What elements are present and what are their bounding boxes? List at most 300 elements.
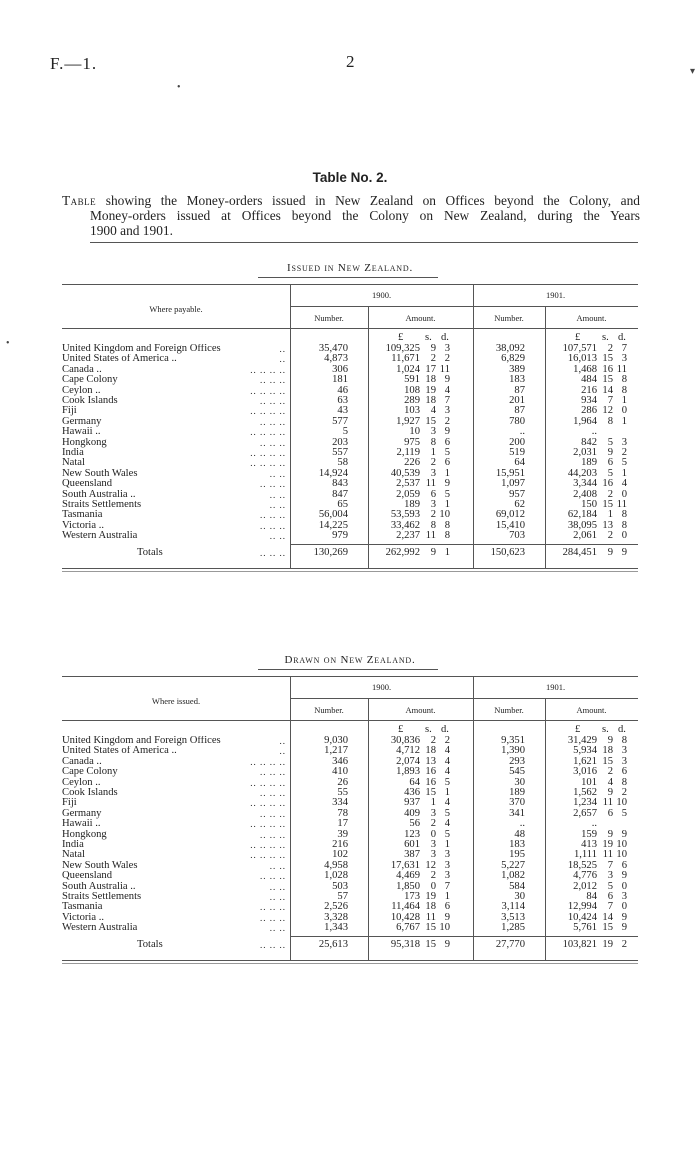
year-rule: [290, 698, 638, 699]
number-1900: 14,225: [318, 519, 348, 531]
pounds-1900: 436: [404, 787, 420, 798]
pounds-1901: 1,562: [573, 787, 597, 798]
caption-rule: [90, 242, 638, 243]
shillings-1900: 18: [425, 395, 436, 406]
pounds-1901: 2,061: [573, 530, 597, 542]
pounds-1901: 189: [581, 457, 597, 469]
shillings-1900: 15: [425, 922, 436, 934]
leader-dots: ..: [279, 344, 286, 354]
location-name: Victoria ..: [62, 520, 105, 531]
shillings-1901: 2: [607, 488, 613, 500]
shillings-1900: 12: [425, 859, 436, 871]
table-top-rule: [62, 676, 638, 677]
shillings-1900: 15: [425, 787, 436, 798]
pence-1901: 9: [621, 911, 627, 923]
pence-1900: 5: [444, 488, 450, 500]
leader-dots: .. ..: [269, 489, 286, 500]
total-number-1900: 25,613: [318, 938, 348, 950]
shillings-1901: 9: [607, 828, 613, 840]
shillings-1901: 15: [602, 922, 613, 934]
pounds-1900: 17,631: [390, 859, 420, 871]
total-pounds-1900: 95,318: [390, 938, 420, 950]
pence-1901: 9: [621, 870, 627, 882]
pounds-1900: 123: [404, 828, 420, 840]
shillings-1901: 14: [602, 911, 613, 923]
shillings-1901: 14: [602, 384, 613, 396]
shillings-1900: 19: [425, 384, 436, 396]
shillings-1900: 4: [430, 405, 436, 417]
caption-lead: Table: [62, 193, 97, 208]
shillings-1900: 2: [430, 353, 436, 365]
shillings-1901: 9: [607, 787, 613, 798]
number-1901: 15,951: [495, 467, 525, 479]
unit-s: s.: [425, 332, 432, 343]
leader-dots: .. ..: [269, 860, 286, 871]
table-bottom-rule-double: [62, 963, 638, 964]
number-1901: 183: [509, 374, 525, 386]
pounds-1900: 64: [409, 776, 420, 788]
year-rule: [290, 306, 638, 307]
unit-pound: £: [398, 724, 404, 735]
location-name: Germany: [62, 416, 102, 427]
total-number-1901: 150,623: [490, 546, 525, 558]
shillings-1900: 18: [425, 745, 436, 757]
pence-1901: 5: [621, 457, 627, 469]
shillings-1900: 17: [425, 363, 436, 375]
leader-dots: .. .. .. ..: [250, 427, 286, 438]
number-1901: 62: [514, 499, 525, 510]
pounds-1901: 84: [586, 891, 597, 902]
location-name: New South Wales: [62, 860, 138, 871]
pounds-1901: 413: [581, 839, 597, 850]
location-name: India: [62, 840, 84, 850]
amount-header-1900: Amount.: [405, 705, 436, 715]
number-1901: 3,513: [501, 911, 525, 923]
pounds-1901: 44,203: [567, 467, 597, 479]
location-name: United Kingdom and Foreign Offices: [62, 344, 221, 354]
shillings-1901: 15: [602, 374, 613, 386]
shillings-1901: 5: [607, 467, 613, 479]
pounds-1901: 3,016: [573, 766, 597, 778]
pounds-1901: 12,994: [567, 901, 597, 913]
number-header-1900: Number.: [314, 705, 344, 715]
pounds-1901: 107,571: [562, 343, 597, 354]
pence-1901: 10: [616, 797, 627, 809]
total-shillings-1901: 19: [602, 938, 613, 950]
location-name: Hongkong: [62, 437, 107, 448]
number-1901: ..: [519, 818, 525, 830]
location-name: Tasmania: [62, 902, 103, 913]
totals-label: Totals: [137, 547, 163, 558]
leader-dots: .. .. ..: [260, 396, 286, 406]
pounds-1900: 591: [404, 374, 420, 386]
pence-1900: 9: [444, 478, 450, 490]
shillings-1901: 16: [602, 363, 613, 375]
pence-1901: 5: [621, 807, 627, 819]
unit-d: d.: [618, 332, 626, 343]
leader-dots: .. .. ..: [260, 871, 286, 882]
leader-dots: .. ..: [269, 923, 286, 934]
pence-1900: 3: [444, 849, 450, 861]
pence-1900: 6: [444, 457, 450, 469]
unit-s: s.: [425, 724, 432, 735]
pence-1901: 8: [621, 735, 627, 746]
pence-1900: 5: [444, 776, 450, 788]
number-1900: 78: [337, 807, 348, 819]
pounds-1900: 1,893: [396, 766, 420, 778]
location-name: Fiji: [62, 798, 77, 809]
pence-1901: 8: [621, 776, 627, 788]
number-1900: 5: [342, 426, 348, 438]
location-name: Canada ..: [62, 756, 102, 767]
pence-1900: 1: [444, 467, 450, 479]
leader-dots: .. ..: [269, 892, 286, 902]
unit-d: d.: [441, 332, 449, 343]
table-bottom-rule: [62, 960, 638, 961]
number-1900: 334: [332, 797, 348, 809]
caption-line-1: showing the Money-orders issued in New Zealand on Offices beyond the Colony, and: [96, 193, 640, 208]
shillings-1901: 3: [607, 870, 613, 882]
shillings-1901: 16: [602, 478, 613, 490]
number-1900: 14,924: [318, 467, 348, 479]
pounds-1900: 11,464: [391, 901, 420, 913]
pence-1900: 4: [444, 797, 450, 809]
pounds-1900: 975: [404, 436, 420, 448]
shillings-1900: 16: [425, 776, 436, 788]
pounds-1900: 11,671: [391, 353, 420, 365]
pence-1900: 9: [444, 426, 450, 438]
pounds-1901: 4,776: [573, 870, 597, 882]
number-1901: 519: [509, 447, 525, 458]
number-1901: 9,351: [501, 735, 525, 746]
pounds-1901: 101: [581, 776, 597, 788]
location-name: Ceylon ..: [62, 777, 101, 788]
total-shillings-1901: 9: [607, 546, 613, 558]
shillings-1901: 5: [607, 880, 613, 892]
total-pence-1901: 9: [621, 546, 627, 558]
leader-dots: .. ..: [269, 468, 286, 479]
year-1901-header: 1901.: [545, 682, 566, 692]
number-1901: 38,092: [495, 343, 525, 354]
number-1900: 4,958: [324, 859, 348, 871]
pence-1900: 3: [444, 343, 450, 354]
pounds-1901: ..: [591, 426, 597, 438]
pence-1901: 8: [621, 519, 627, 531]
pence-1900: 9: [444, 911, 450, 923]
number-1900: 102: [332, 849, 348, 861]
number-1901: 15,410: [495, 519, 525, 531]
shillings-1901: 12: [602, 405, 613, 417]
pence-1901: 3: [621, 436, 627, 448]
number-1901: 30: [514, 776, 525, 788]
shillings-1901: 8: [607, 415, 613, 427]
pounds-1900: 56: [409, 818, 420, 830]
pence-1901: 9: [621, 828, 627, 840]
number-1900: 35,470: [318, 343, 348, 354]
shillings-1900: 3: [430, 467, 436, 479]
shillings-1900: 15: [425, 415, 436, 427]
pounds-1901: 2,012: [573, 880, 597, 892]
pence-1900: 11: [439, 363, 450, 375]
number-1900: 9,030: [324, 735, 348, 746]
pounds-1900: 409: [404, 807, 420, 819]
number-1900: 63: [337, 395, 348, 406]
shillings-1901: 11: [602, 849, 613, 861]
shillings-1900: 0: [430, 828, 436, 840]
number-1901: 3,114: [501, 901, 525, 913]
number-1900: 46: [337, 384, 348, 396]
pence-1901: 0: [621, 901, 627, 913]
pounds-1901: 1,621: [573, 755, 597, 767]
number-1901: 1,390: [501, 745, 525, 757]
leader-dots: .. .. .. ..: [250, 840, 286, 850]
shillings-1900: 1: [430, 447, 436, 458]
shillings-1901: 15: [602, 499, 613, 510]
pounds-1900: 1,927: [396, 415, 420, 427]
location-name: Queensland: [62, 479, 113, 490]
totals-label: Totals: [137, 939, 163, 950]
number-1900: 847: [332, 488, 348, 500]
leader-dots: .. .. .. ..: [250, 819, 286, 830]
shillings-1901: 15: [602, 353, 613, 365]
location-name: United Kingdom and Foreign Offices: [62, 736, 221, 746]
number-1901: 957: [509, 488, 525, 500]
shillings-1900: 0: [430, 880, 436, 892]
shillings-1901: 2: [607, 530, 613, 542]
shillings-1900: 18: [425, 374, 436, 386]
leader-dots: .. .. ..: [260, 829, 286, 840]
pence-1901: 3: [621, 353, 627, 365]
number-1901: 584: [509, 880, 525, 892]
shillings-1900: 18: [425, 901, 436, 913]
pounds-1901: 62,184: [567, 509, 597, 521]
number-1901: 195: [509, 849, 525, 861]
pounds-1900: 53,593: [390, 509, 420, 521]
amount-header-1901: Amount.: [576, 705, 607, 715]
location-name: Queensland: [62, 871, 113, 882]
leader-dots: .. .. .. ..: [250, 850, 286, 861]
location-name: South Australia ..: [62, 489, 136, 500]
speck-mark: ▾: [690, 66, 696, 77]
table-bottom-rule: [62, 568, 638, 569]
pence-1901: 10: [616, 849, 627, 861]
number-1901: ..: [519, 426, 525, 438]
pounds-1901: 5,934: [573, 745, 597, 757]
pounds-1901: 1,234: [573, 797, 597, 809]
caption-line-3: 1900 and 1901.: [90, 223, 173, 238]
pence-1900: 7: [444, 395, 450, 406]
shillings-1901: 19: [602, 839, 613, 850]
location-name: South Australia ..: [62, 881, 136, 892]
pence-1900: 3: [444, 870, 450, 882]
pence-1900: 5: [444, 447, 450, 458]
number-1901: 1,097: [501, 478, 525, 490]
shillings-1900: 2: [430, 870, 436, 882]
number-1901: 64: [514, 457, 525, 469]
pounds-1900: 6,767: [396, 922, 420, 934]
number-1900: 55: [337, 787, 348, 798]
where-column-header: Where issued.: [151, 696, 201, 706]
leader-dots: .. .. ..: [260, 902, 286, 913]
totals-rule: [290, 544, 638, 545]
location-name: Cook Islands: [62, 396, 118, 406]
location-name: Natal: [62, 458, 85, 469]
pounds-1901: 2,031: [573, 447, 597, 458]
number-1900: 843: [332, 478, 348, 490]
location-name: Cape Colony: [62, 767, 118, 778]
table-top-rule: [62, 284, 638, 285]
pence-1900: 10: [439, 922, 450, 934]
leader-dots: .. .. ..: [260, 416, 286, 427]
pence-1901: 2: [621, 787, 627, 798]
shillings-1900: 3: [430, 807, 436, 819]
leader-dots: .. .. .. ..: [250, 364, 286, 375]
location-name: India: [62, 448, 84, 458]
pence-1901: 0: [621, 880, 627, 892]
shillings-1900: 2: [430, 735, 436, 746]
shillings-1900: 2: [430, 818, 436, 830]
table-caption: [62, 193, 640, 238]
number-header-1900: Number.: [314, 313, 344, 323]
pounds-1901: 1,111: [573, 849, 597, 861]
location-name: Ceylon ..: [62, 385, 101, 396]
pence-1901: 6: [621, 766, 627, 778]
leader-dots: .. .. ..: [260, 912, 286, 923]
title-underline: [258, 277, 438, 278]
number-1900: 58: [337, 457, 348, 469]
total-number-1901: 27,770: [495, 938, 525, 950]
number-1900: 56,004: [318, 509, 348, 521]
pence-1901: 6: [621, 859, 627, 871]
pence-1900: 9: [444, 374, 450, 386]
pounds-1900: 387: [404, 849, 420, 861]
number-1901: 189: [509, 787, 525, 798]
number-1900: 65: [337, 499, 348, 510]
location-name: Hawaii ..: [62, 427, 101, 438]
number-1901: 389: [509, 363, 525, 375]
pence-1901: 1: [621, 395, 627, 406]
shillings-1901: 7: [607, 859, 613, 871]
pence-1901: 9: [621, 922, 627, 934]
section-title: Issued in New Zealand.: [286, 262, 414, 274]
shillings-1900: 11: [425, 478, 436, 490]
number-1900: 43: [337, 405, 348, 417]
leader-dots: .. .. ..: [260, 510, 286, 521]
leader-dots: .. .. ..: [260, 479, 286, 490]
section-title: Drawn on New Zealand.: [284, 654, 416, 666]
pence-1900: 1: [444, 787, 450, 798]
shillings-1901: 11: [602, 797, 613, 809]
pence-1900: 10: [439, 509, 450, 521]
header-bottom-rule: [62, 720, 638, 721]
total-pence-1900: 1: [444, 546, 450, 558]
shillings-1900: 11: [425, 530, 436, 542]
header-bottom-rule: [62, 328, 638, 329]
caption-line-2: Money-orders issued at Offices beyond the Colony on New Zealand, during the Years: [90, 208, 640, 223]
pounds-1901: 16,013: [567, 353, 597, 365]
number-1900: 557: [332, 447, 348, 458]
leader-dots: ..: [279, 354, 286, 365]
unit-d: d.: [441, 724, 449, 735]
pence-1900: 3: [444, 859, 450, 871]
pence-1900: 8: [444, 530, 450, 542]
speck-mark: •: [6, 338, 10, 349]
location-name: United States of America ..: [62, 746, 177, 757]
shillings-1900: 16: [425, 766, 436, 778]
title-underline: [258, 669, 438, 670]
number-1901: 87: [514, 405, 525, 417]
shillings-1901: 9: [607, 447, 613, 458]
leader-dots: .. ..: [269, 881, 286, 892]
shillings-1900: 8: [430, 436, 436, 448]
pence-1900: 4: [444, 384, 450, 396]
pounds-1900: 4,712: [396, 745, 420, 757]
location-name: Hawaii ..: [62, 819, 101, 830]
pounds-1900: 937: [404, 797, 420, 809]
unit-s: s.: [602, 332, 609, 343]
pence-1901: 0: [621, 488, 627, 500]
leader-dots: .. .. ..: [260, 520, 286, 531]
pounds-1900: 173: [404, 891, 420, 902]
shillings-1900: 13: [425, 755, 436, 767]
location-name: Canada ..: [62, 364, 102, 375]
pounds-1900: 2,237: [396, 530, 420, 542]
number-1900: 306: [332, 363, 348, 375]
shillings-1901: 7: [607, 395, 613, 406]
shillings-1900: 3: [430, 499, 436, 510]
shillings-1900: 9: [430, 343, 436, 354]
leader-dots: .. .. .. ..: [250, 385, 286, 396]
pence-1901: 11: [616, 499, 627, 510]
pounds-1901: 2,408: [573, 488, 597, 500]
shillings-1901: 2: [607, 766, 613, 778]
pounds-1901: 5,761: [573, 922, 597, 934]
pence-1900: 4: [444, 755, 450, 767]
location-name: New South Wales: [62, 468, 138, 479]
unit-pound: £: [575, 332, 581, 343]
pence-1900: 5: [444, 828, 450, 840]
pounds-1901: 1,468: [573, 363, 597, 375]
pence-1901: 1: [621, 415, 627, 427]
pounds-1900: 40,539: [390, 467, 420, 479]
number-1900: 17: [337, 818, 348, 830]
location-name: United States of America ..: [62, 354, 177, 365]
shillings-1901: 5: [607, 436, 613, 448]
totals-rule: [290, 936, 638, 937]
shillings-1900: 1: [430, 797, 436, 809]
pounds-1900: 2,537: [396, 478, 420, 490]
pence-1900: 4: [444, 745, 450, 757]
shillings-1900: 2: [430, 457, 436, 469]
leader-dots: .. .. .. ..: [250, 798, 286, 809]
pounds-1900: 189: [404, 499, 420, 510]
number-1901: 87: [514, 384, 525, 396]
total-number-1900: 130,269: [313, 546, 348, 558]
pence-1900: 2: [444, 735, 450, 746]
shillings-1901: 6: [607, 891, 613, 902]
number-header-1901: Number.: [494, 705, 524, 715]
leader-dots: .. .. ..: [260, 788, 286, 798]
pounds-1901: 842: [581, 436, 597, 448]
leader-dots: .. .. .. ..: [250, 448, 286, 458]
pence-1901: 3: [621, 745, 627, 757]
total-pence-1900: 9: [444, 938, 450, 950]
number-1901: 341: [509, 807, 525, 819]
shillings-1900: 6: [430, 488, 436, 500]
location-name: Hongkong: [62, 829, 107, 840]
number-1901: 780: [509, 415, 525, 427]
unit-pound: £: [398, 332, 404, 343]
